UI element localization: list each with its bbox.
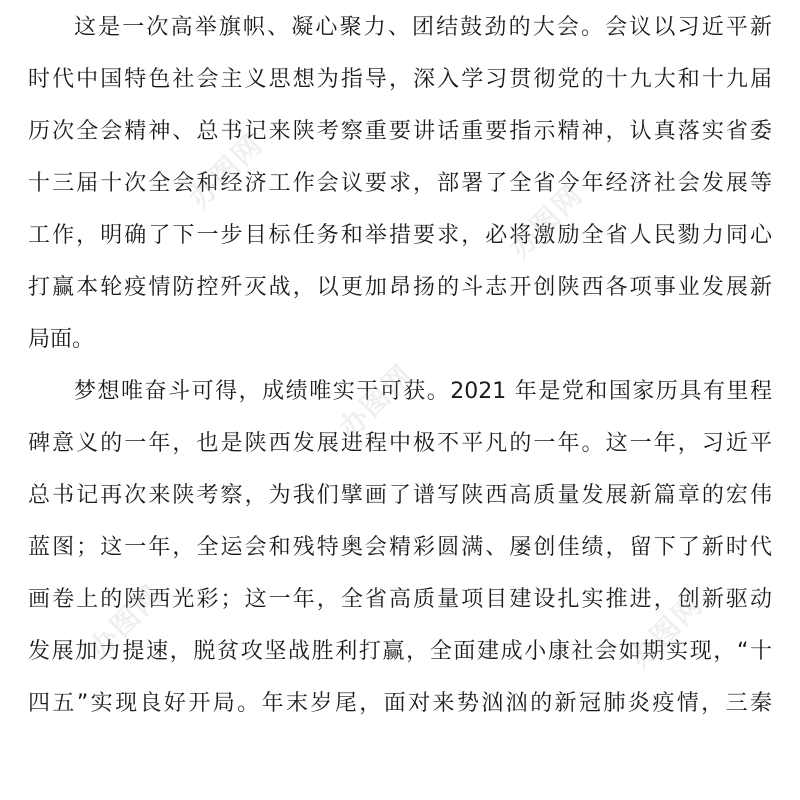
paragraph-2-line-1: 梦想唯奋斗可得，成绩唯实干可获。2021 年是党和国家历具有里程 bbox=[74, 379, 772, 404]
paragraph-1-line-5: 工作，明确了下一步目标任务和举措要求，必将激励全省人民勠力同心 bbox=[28, 223, 772, 248]
paragraph-2-line-3: 总书记再次来陕考察，为我们擘画了谱写陕西高质量发展新篇章的宏伟 bbox=[28, 483, 772, 508]
paragraph-1-line-2: 时代中国特色社会主义思想为指导，深入学习贯彻党的十九大和十九届 bbox=[28, 67, 772, 92]
watermark: 办图网 bbox=[502, 177, 590, 265]
paragraph-1-line-6: 打赢本轮疫情防控歼灭战，以更加昂扬的斗志开创陕西各项事业发展新 bbox=[28, 275, 772, 300]
paragraph-1-line-4: 十三届十次全会和经济工作会议要求，部署了全省今年经济社会发展等 bbox=[28, 171, 772, 196]
paragraph-1-line-1: 这是一次高举旗帜、凝心聚力、团结鼓劲的大会。会议以习近平新 bbox=[74, 15, 772, 40]
watermark: 办图网 bbox=[332, 357, 420, 445]
paragraph-2-line-6: 发展加力提速，脱贫攻坚战胜利打赢，全面建成小康社会如期实现，“十 bbox=[28, 639, 772, 664]
paragraph-2-line-4: 蓝图；这一年，全运会和残特奥会精彩圆满、屡创佳绩，留下了新时代 bbox=[28, 535, 772, 560]
watermark: 办图网 bbox=[622, 587, 710, 675]
paragraph-1-line-7: 局面。 bbox=[28, 327, 95, 352]
paragraph-2-line-5: 画卷上的陕西光彩；这一年，全省高质量项目建设扎实推进，创新驱动 bbox=[28, 587, 772, 612]
paragraph-2-line-2: 碑意义的一年，也是陕西发展进程中极不平凡的一年。这一年，习近平 bbox=[28, 431, 772, 456]
paragraph-2-line-7: 四五”实现良好开局。年末岁尾，面对来势汹汹的新冠肺炎疫情，三秦 bbox=[28, 691, 772, 716]
article-body bbox=[28, 8, 772, 736]
watermark: 办图网 bbox=[82, 577, 170, 665]
paragraph-1-line-3: 历次全会精神、总书记来陕考察重要讲话重要指示精神，认真落实省委 bbox=[28, 119, 772, 144]
watermark: 办图网 bbox=[182, 127, 270, 215]
